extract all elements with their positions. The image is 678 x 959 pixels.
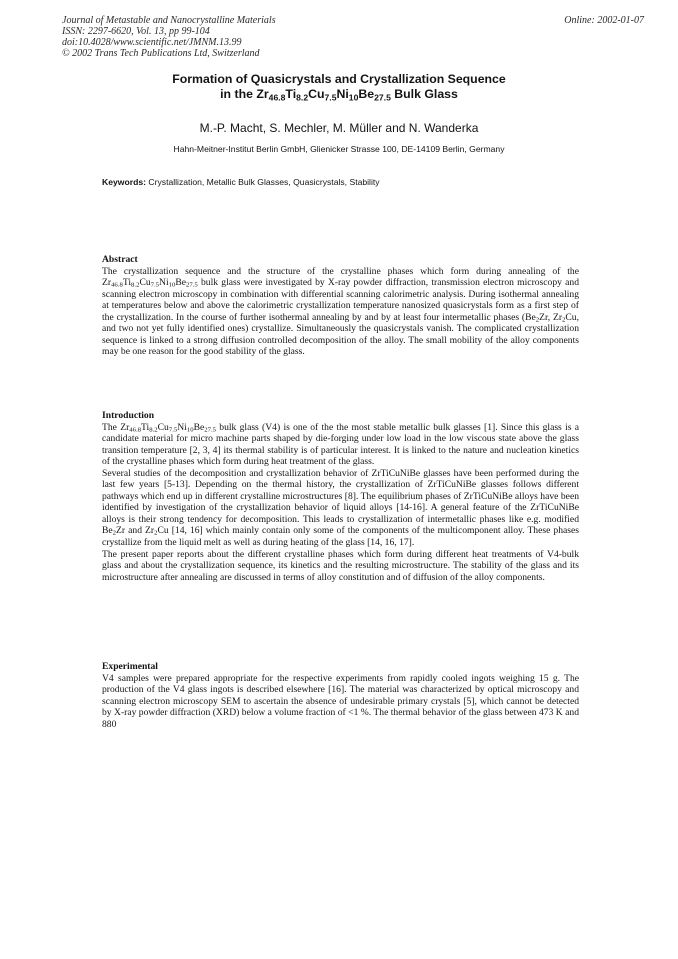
intro-paragraph-1: The $Zr_{46.8}Ti_{8.2}Cu_{7.5}Ni_{10}Be_{27.5}$ bulk glass (V4) is one of the the most stable metallic bulk glasses [1]. Since this glass is a candidate material for micro machine parts shaped by die-forging under low load in the low viscous state above the glass transition temperature [2, 3, 4] its thermal stability is of particular interest. It is linked to the nature and nucleation kinetics of the crystalline phases which form during heat treatment of the glass. [102,421,579,468]
abstract-part-2: bulk glass were investigated by X-ray powder diffraction, transmission electron microscopy and scanning electron microscopy in combination with differential scanning calorimetric analysis. During isothermal annealing at temperatures below and above the calorimetric crystallization temperature nanosized quasicrystals form as a first step of the crystallization. In the course of further isothermal annealing by and by at least four intermetallic phases ( [102,277,579,323]
alloy-formula [256,87,391,101]
title-line-2 [60,87,618,102]
formula-element: Ni [159,277,169,289]
formula-element: Ni [336,87,349,101]
formula-element: Ti [141,421,150,433]
formula-subscript: 7.5 [324,92,337,103]
formula-element: Be [193,421,205,433]
abstract-section [102,254,579,358]
formula-subscript: 10 [186,426,194,434]
formula-element: Cu [308,87,325,101]
formula-subscript: 27.5 [186,281,198,289]
alloy-formula [120,422,216,433]
introduction-section [102,410,579,583]
formula-element: Ti [285,87,297,101]
affiliation: Hahn-Meitner-Institut Berlin GmbH, Glienicker Strasse 100, DE-14109 Berlin, Germany [173,144,505,154]
formula-element: Zr [120,421,130,433]
phase-formula: $Be_2Zr$, $Zr_2Cu$, [525,311,579,324]
formula-subscript: 27.5 [204,426,216,434]
intro-p1-text: bulk glass (V4) is one of the the most stable metallic bulk glasses [1]. Since this glass is a candidate material for micro machine parts shaped by die-forging under low load in the low viscous state above the glass transition temperature [2, 3, 4] its thermal stability is of particular interest. It is linked to the nature and nucleation kinetics of the crystalline phases which form during heat treatment of the glass. [102,421,579,468]
journal-header [62,15,482,59]
formula-subscript: 10 [348,92,359,103]
experimental-heading: Experimental [102,661,158,672]
formula-subscript: 46.8 [111,281,123,289]
title-prefix: in the [220,87,257,101]
keywords-label: Keywords: [102,177,147,187]
experimental-paragraph-1: V4 samples were prepared appropriate for the respective experiments from rapidly cooled ingots weighing 15 g. The production of the V4 glass ingots is described elsewhere [16]. The material was characterized by optical microscopy and scanning electron microscopy SEM to ascertain the absence of undesirable primary crystals [5], which cannot be detected by X-ray powder diffraction (XRD) below a volume fraction of <1 %. The thermal behavior of the glass between 473 K and 880 [102,672,579,730]
abstract-part-1: The crystallization sequence and the structure of the crystalline phases which form during annealing of the [102,265,579,277]
formula-subscript: 27.5 [374,92,391,103]
abstract-part-3: and two not yet fully identified ones) crystallize. Simultaneously the quasicrystals vanish. The complicated crystallization sequence is linked to a strong diffusion controlled decomposition of the alloy. The small mobility of the alloy components may be one reason for the good stability of the glass. [102,323,579,358]
intro-paragraph-2 [102,468,579,549]
formula-subscript: 8.2 [131,281,140,289]
abstract-heading: Abstract [102,254,138,265]
formula-subscript: 46.8 [268,92,286,103]
introduction-heading: Introduction [102,410,155,421]
doi-line: doi:10.4028/www.scientific.net/JMNM.13.99 [62,37,242,48]
keywords [102,177,582,188]
alloy-formula [102,277,198,288]
formula-element: Ti [122,277,132,289]
author-list: M.-P. Macht, S. Mechler, M. Müller and N. Wanderka [199,121,479,135]
phase-formula: $Be_2Zr$ and $Zr_2Cu$ [102,525,169,538]
formula-subscript: 8.2 [149,426,158,434]
intro-p2-text-2: [14, 16] which mainly contain only some of the components of the multicomponent alloy. These phases crystallize from the liquid melt as well as during heating of the glass [14, 16, 17]. [102,525,579,549]
formula-subscript: 10 [168,281,176,289]
journal-name: Journal of Metastable and Nanocrystalline Materials [62,15,276,26]
formula-element: Cu [139,277,151,289]
formula-element: Ni [177,421,187,433]
formula-subscript: 46.8 [129,426,142,434]
abstract-text [102,266,579,358]
intro-paragraph-3: The present paper reports about the different crystalline phases which form during different heat treatments of V4-bulk glass and about the crystallization sequence, its kinetics and the resulting microstructure. The stability of the glass and its microstructure after annealing are discussed in terms of alloy constitution and of diffusion of the alloy components. [102,548,579,583]
copyright-line: © 2002 Trans Tech Publications Ltd, Switzerland [62,48,260,59]
formula-element: Be [175,277,187,289]
intro-p2-text-1: Several studies of the decomposition and crystallization behavior of ZrTiCuNiBe glasses have been performed during the last few years [5-13]. Depending on the thermal history, the crystallization of ZrTiCuNiBe glasses follows different pathways which end up in different crystalline microstructures [8]. The equilibrium phases of ZrTiCuNiBe alloys have been identified by investigation of the crystallization behavior of liquid alloys [14-16]. A general feature of the ZrTiCuNiBe alloys is their strong tendency for decomposition. This leads to crystallization of intermetallic phases like e.g. modified [102,467,579,525]
title-suffix: Bulk Glass [390,87,458,101]
formula-element: Zr [102,277,112,289]
formula-element: Zr [256,87,269,101]
title-line-1: Formation of Quasicrystals and Crystallization Sequence [172,72,506,86]
formula-subscript: 7.5 [150,281,160,289]
online-date: Online: 2002-01-07 [564,15,644,26]
formula-element: Be [358,87,375,101]
experimental-section [102,661,579,730]
formula-subscript: 7.5 [168,426,178,434]
formula-element: Cu [157,421,169,433]
issn-line: ISSN: 2297-6620, Vol. 13, pp 99-104 [62,26,210,37]
keywords-text: Crystallization, Metallic Bulk Glasses, Quasicrystals, Stability [146,177,380,187]
formula-subscript: 8.2 [296,92,309,103]
paper-title [60,72,618,102]
